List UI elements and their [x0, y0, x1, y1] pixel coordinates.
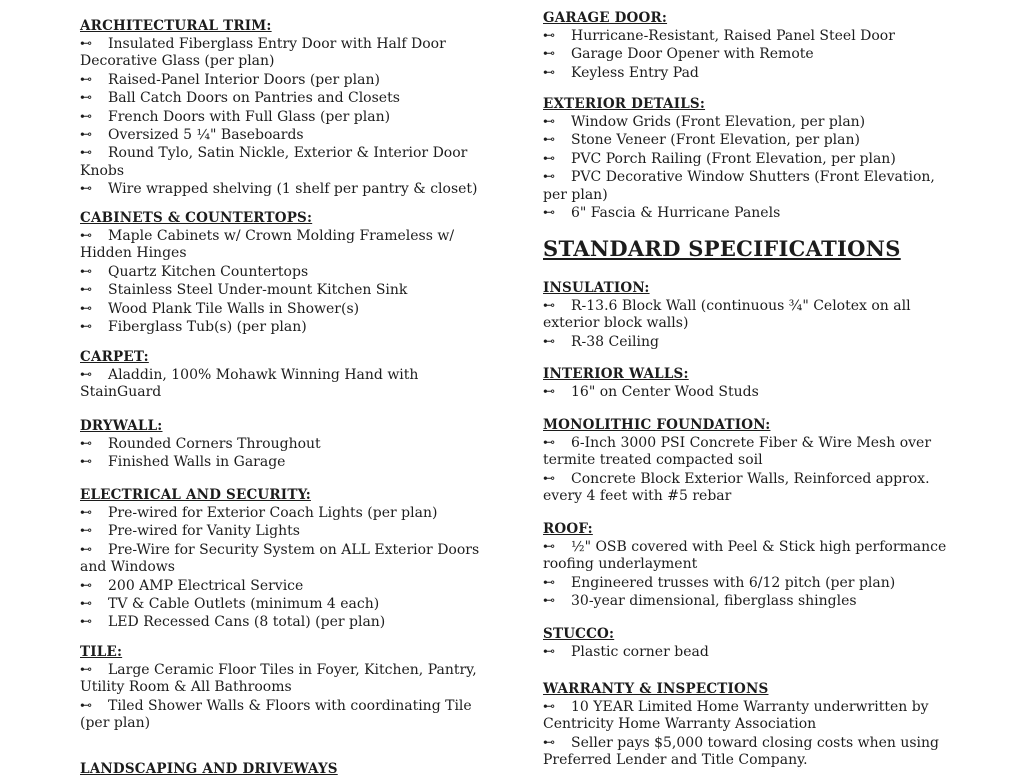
standard-specifications-title: STANDARD SPECIFICATIONS — [543, 236, 901, 261]
arrow-bullet-icon: ⊷ — [80, 662, 92, 676]
section-garage-door — [543, 9, 953, 82]
section-heading: INTERIOR WALLS: — [543, 366, 689, 382]
arrow-bullet-icon: ⊷ — [543, 114, 555, 128]
arrow-bullet-icon: ⊷ — [80, 127, 92, 142]
list-item: ⊷ Tiled Shower Walls & Floors with coordinating Tile (per plan) — [80, 697, 472, 732]
section-cabinets-countertops — [80, 209, 500, 336]
section-heading: LANDSCAPING AND DRIVEWAYS — [80, 761, 338, 777]
section-heading: GARAGE DOOR: — [543, 10, 668, 26]
arrow-bullet-icon: ⊷ — [80, 263, 92, 278]
list-item: ⊷ PVC Porch Railing (Front Elevation, per plan) — [543, 150, 896, 167]
list-item: ⊷ Concrete Block Exterior Walls, Reinforced approx. every 4 feet with #5 rebar — [543, 470, 930, 505]
arrow-bullet-icon: ⊷ — [543, 699, 555, 713]
section-heading: EXTERIOR DETAILS: — [543, 96, 706, 112]
section-exterior-details — [543, 95, 953, 222]
section-interior-walls — [543, 365, 953, 401]
arrow-bullet-icon: ⊷ — [80, 228, 92, 242]
section-architectural-trim — [80, 17, 500, 199]
arrow-bullet-icon: ⊷ — [80, 436, 92, 450]
section-heading: TILE: — [80, 644, 123, 660]
list-item: ⊷ Pre-wired for Vanity Lights — [80, 523, 300, 540]
arrow-bullet-icon: ⊷ — [80, 36, 92, 50]
list-item: ⊷ 6-Inch 3000 PSI Concrete Fiber & Wire Mesh over termite treated compacted soil — [543, 435, 932, 469]
section-heading: CARPET: — [80, 349, 149, 365]
arrow-bullet-icon: ⊷ — [543, 28, 555, 42]
arrow-bullet-icon: ⊷ — [80, 71, 92, 86]
section-heading: DRYWALL: — [80, 418, 163, 434]
arrow-bullet-icon: ⊷ — [80, 319, 92, 334]
arrow-bullet-icon: ⊷ — [543, 574, 555, 589]
section-stucco — [543, 625, 953, 661]
list-item: ⊷ Oversized 5 ¼" Baseboards — [80, 127, 304, 144]
list-item: ⊷ Seller pays $5,000 toward closing costs when using Preferred Lender and Title Company. — [543, 734, 939, 769]
section-heading: INSULATION: — [543, 280, 650, 296]
arrow-bullet-icon: ⊷ — [80, 181, 92, 196]
arrow-bullet-icon: ⊷ — [543, 150, 555, 165]
list-item: ⊷ Stone Veneer (Front Elevation, per plan) — [543, 132, 860, 149]
arrow-bullet-icon: ⊷ — [543, 470, 555, 485]
section-heading: WARRANTY & INSPECTIONS — [543, 681, 769, 697]
arrow-bullet-icon: ⊷ — [80, 614, 92, 629]
list-item: ⊷ Raised-Panel Interior Doors (per plan) — [80, 71, 380, 88]
list-item: ⊷ Maple Cabinets w/ Crown Molding Frameless w/ Hidden Hinges — [80, 228, 455, 262]
section-electrical-security — [80, 486, 500, 632]
section-carpet — [80, 348, 500, 402]
list-item: ⊷ Pre-Wire for Security System on ALL Exterior Doors and Windows — [80, 541, 480, 576]
arrow-bullet-icon: ⊷ — [543, 205, 555, 220]
arrow-bullet-icon: ⊷ — [543, 435, 555, 449]
list-item: ⊷ Quartz Kitchen Countertops — [80, 263, 309, 280]
list-item: ⊷ Wire wrapped shelving (1 shelf per pantry & closet) — [80, 181, 478, 198]
list-item: ⊷ Finished Walls in Garage — [80, 454, 286, 471]
arrow-bullet-icon: ⊷ — [80, 505, 92, 519]
section-heading: ROOF: — [543, 521, 593, 537]
list-item: ⊷ R-13.6 Block Wall (continuous ¾" Celotex on all exterior block walls) — [543, 298, 911, 332]
arrow-bullet-icon: ⊷ — [80, 697, 92, 712]
list-item: ⊷ Engineered trusses with 6/12 pitch (per plan) — [543, 574, 896, 591]
arrow-bullet-icon: ⊷ — [80, 300, 92, 315]
section-heading: MONOLITHIC FOUNDATION: — [543, 417, 771, 433]
section-tile — [80, 643, 500, 733]
arrow-bullet-icon: ⊷ — [543, 169, 555, 184]
arrow-bullet-icon: ⊷ — [80, 541, 92, 556]
list-item: ⊷ Keyless Entry Pad — [543, 64, 699, 81]
section-heading: ELECTRICAL AND SECURITY: — [80, 487, 311, 503]
list-item: ⊷ Pre-wired for Exterior Coach Lights (per plan) — [80, 505, 438, 521]
section-heading: CABINETS & COUNTERTOPS: — [80, 210, 313, 226]
section-landscaping-driveways — [80, 760, 500, 778]
section-roof — [543, 520, 953, 611]
list-item: ⊷ Wood Plank Tile Walls in Shower(s) — [80, 300, 360, 317]
arrow-bullet-icon: ⊷ — [543, 734, 555, 749]
list-item: ⊷ Large Ceramic Floor Tiles in Foyer, Kitchen, Pantry, Utility Room & All Bathrooms — [80, 662, 477, 696]
list-item: ⊷ Insulated Fiberglass Entry Door with Half Door Decorative Glass (per plan) — [80, 36, 446, 70]
arrow-bullet-icon: ⊷ — [543, 46, 555, 61]
arrow-bullet-icon: ⊷ — [80, 90, 92, 105]
section-warranty-inspections — [543, 680, 953, 770]
arrow-bullet-icon: ⊷ — [80, 145, 92, 160]
list-item: ⊷ R-38 Ceiling — [543, 333, 659, 350]
list-item: ⊷ 30-year dimensional, fiberglass shingles — [543, 593, 857, 610]
arrow-bullet-icon: ⊷ — [543, 64, 555, 79]
list-item: ⊷ PVC Decorative Window Shutters (Front Elevation, per plan) — [543, 169, 935, 203]
arrow-bullet-icon: ⊷ — [80, 523, 92, 538]
section-heading: STUCCO: — [543, 626, 615, 642]
arrow-bullet-icon: ⊷ — [543, 593, 555, 608]
section-heading: ARCHITECTURAL TRIM: — [80, 18, 272, 34]
arrow-bullet-icon: ⊷ — [543, 384, 555, 398]
list-item: ⊷ Ball Catch Doors on Pantries and Closets — [80, 90, 400, 107]
section-insulation — [543, 279, 953, 351]
list-item: ⊷ Hurricane-Resistant, Raised Panel Steel Door — [543, 28, 895, 44]
arrow-bullet-icon: ⊷ — [80, 577, 92, 592]
arrow-bullet-icon: ⊷ — [543, 298, 555, 312]
list-item: ⊷ Window Grids (Front Elevation, per plan) — [543, 114, 866, 130]
list-item: ⊷ Fiberglass Tub(s) (per plan) — [80, 319, 307, 336]
list-item: ⊷ Stainless Steel Under-mount Kitchen Sink — [80, 282, 408, 299]
arrow-bullet-icon: ⊷ — [80, 596, 92, 611]
list-item: ⊷ Plastic corner bead — [543, 644, 709, 660]
arrow-bullet-icon: ⊷ — [80, 282, 92, 297]
list-item: ⊷ Round Tylo, Satin Nickle, Exterior & Interior Door Knobs — [80, 145, 468, 179]
list-item: ⊷ 200 AMP Electrical Service — [80, 577, 304, 594]
list-item: ⊷ Garage Door Opener with Remote — [543, 46, 814, 63]
list-item: ⊷ Rounded Corners Throughout — [80, 436, 321, 452]
arrow-bullet-icon: ⊷ — [543, 132, 555, 147]
list-item: ⊷ Aladdin, 100% Mohawk Winning Hand with StainGuard — [80, 367, 419, 401]
arrow-bullet-icon: ⊷ — [543, 644, 555, 658]
arrow-bullet-icon: ⊷ — [80, 108, 92, 123]
section-monolithic-foundation — [543, 416, 953, 506]
list-item: ⊷ 10 YEAR Limited Home Warranty underwritten by Centricity Home Warranty Association — [543, 699, 929, 733]
arrow-bullet-icon: ⊷ — [543, 333, 555, 348]
section-drywall — [80, 417, 500, 472]
list-item: ⊷ French Doors with Full Glass (per plan) — [80, 108, 391, 125]
arrow-bullet-icon: ⊷ — [543, 539, 555, 553]
list-item: ⊷ ½" OSB covered with Peel & Stick high performance roofing underlayment — [543, 539, 947, 573]
arrow-bullet-icon: ⊷ — [80, 454, 92, 469]
list-item: ⊷ TV & Cable Outlets (minimum 4 each) — [80, 596, 380, 613]
list-item: ⊷ LED Recessed Cans (8 total) (per plan) — [80, 614, 386, 631]
list-item: ⊷ 16" on Center Wood Studs — [543, 384, 759, 400]
list-item: ⊷ 6" Fascia & Hurricane Panels — [543, 205, 781, 222]
arrow-bullet-icon: ⊷ — [80, 367, 92, 381]
